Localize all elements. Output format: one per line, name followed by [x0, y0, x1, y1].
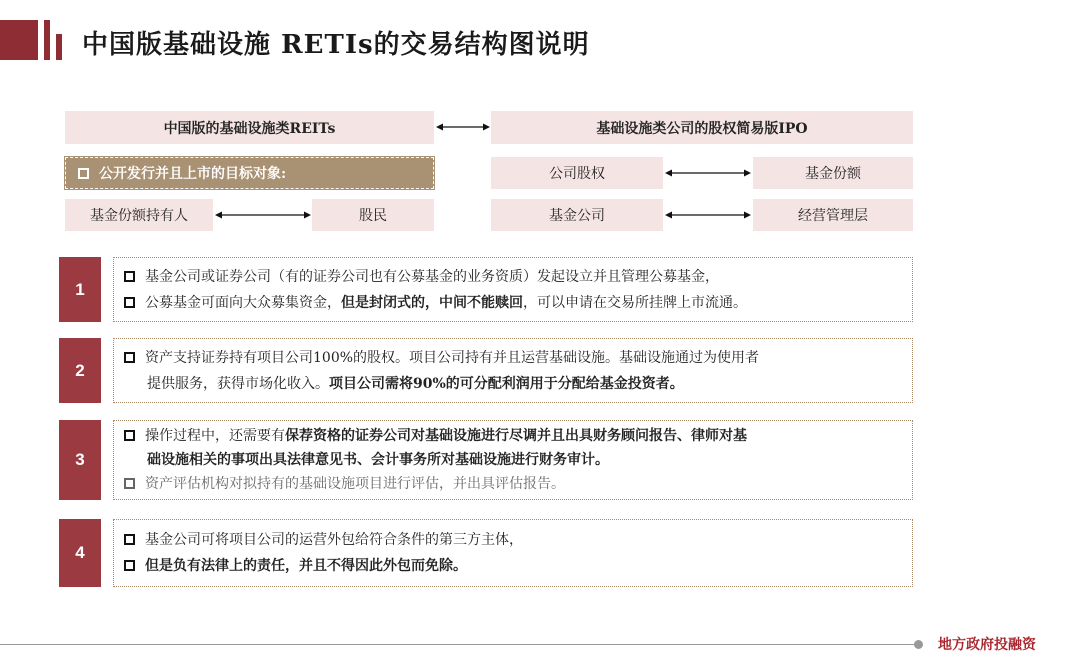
point-text: 基金公司可将项目公司的运营外包给符合条件的第三方主体，: [145, 532, 523, 548]
point-text: 基金公司或证券公司（有的证券公司也有公募基金的业务资质）发起设立并且管理公募基金，: [145, 269, 719, 285]
point-line: [124, 371, 902, 397]
holder-box: 基金份额持有人: [65, 199, 213, 231]
point-number-2: 2: [59, 338, 101, 403]
equity-box: 公司股权: [491, 157, 663, 189]
checkbox-square-icon: [124, 560, 135, 571]
checkbox-square-icon: [124, 478, 135, 489]
point-line: [124, 472, 902, 496]
footer-brand: 地方政府投融资: [938, 637, 1036, 653]
point-number-4: 4: [59, 519, 101, 587]
header-accent-block: [0, 20, 38, 60]
point-panel-2: [113, 338, 913, 403]
point-line: [124, 264, 902, 290]
target-object-text: 公开发行并且上市的目标对象:: [99, 166, 287, 182]
left-header-box: 中国版的基础设施类REITs: [65, 111, 434, 144]
point-text: 提供服务，获得市场化收入。项目公司需将90%的可分配利润用于分配给基金投资者。: [147, 376, 684, 392]
fund-company-box: 基金公司: [491, 199, 663, 231]
point-text: 资产支持证券持有项目公司100%的股权。项目公司持有并且运营基础设施。基础设施通过为使用者: [145, 350, 760, 366]
target-object-label: [65, 157, 434, 189]
point-text: 但是负有法律上的责任，并且不得因此外包而免除。: [145, 558, 467, 574]
point-text: 资产评估机构对拟持有的基础设施项目进行评估，并出具评估报告。: [145, 476, 565, 492]
point-text: 操作过程中，还需要有保荐资格的证券公司对基础设施进行尽调并且出具财务顾问报告、律师对基: [145, 428, 747, 444]
double-arrow-icon: [436, 122, 490, 132]
point-line: [124, 424, 902, 448]
point-panel-1: [113, 257, 913, 322]
double-arrow-icon: [665, 168, 751, 178]
point-line: [124, 290, 902, 316]
point-number-1: 1: [59, 257, 101, 322]
header-accent-stripe: [44, 20, 50, 60]
double-arrow-icon: [215, 210, 311, 220]
point-line: [124, 527, 902, 553]
header-accent-stripe: [56, 34, 62, 60]
right-header-box: 基础设施类公司的股权简易版IPO: [491, 111, 913, 144]
point-panel-4: [113, 519, 913, 587]
footer-dot-icon: [914, 640, 923, 649]
checkbox-square-icon: [124, 271, 135, 282]
checkbox-square-icon: [124, 352, 135, 363]
double-arrow-icon: [665, 210, 751, 220]
fund-share-box: 基金份额: [753, 157, 913, 189]
point-text: 公募基金可面向大众募集资金，但是封闭式的，中间不能赎回，可以申请在交易所挂牌上市流通。: [145, 295, 747, 311]
point-number-3: 3: [59, 420, 101, 500]
checkbox-square-icon: [124, 297, 135, 308]
checkbox-square-icon: [124, 534, 135, 545]
point-text: 础设施相关的事项出具法律意见书、会计事务所对基础设施进行财务审计。: [147, 452, 609, 468]
point-panel-3: [113, 420, 913, 500]
checkbox-square-icon: [78, 168, 89, 179]
point-line: [124, 553, 902, 579]
page-title: 中国版基础设施 RETIs的交易结构图说明: [82, 30, 590, 60]
point-line: [124, 345, 902, 371]
shareholder-box: 股民: [312, 199, 434, 231]
point-line: [124, 448, 902, 472]
management-box: 经营管理层: [753, 199, 913, 231]
footer-divider: [0, 644, 920, 645]
checkbox-square-icon: [124, 430, 135, 441]
